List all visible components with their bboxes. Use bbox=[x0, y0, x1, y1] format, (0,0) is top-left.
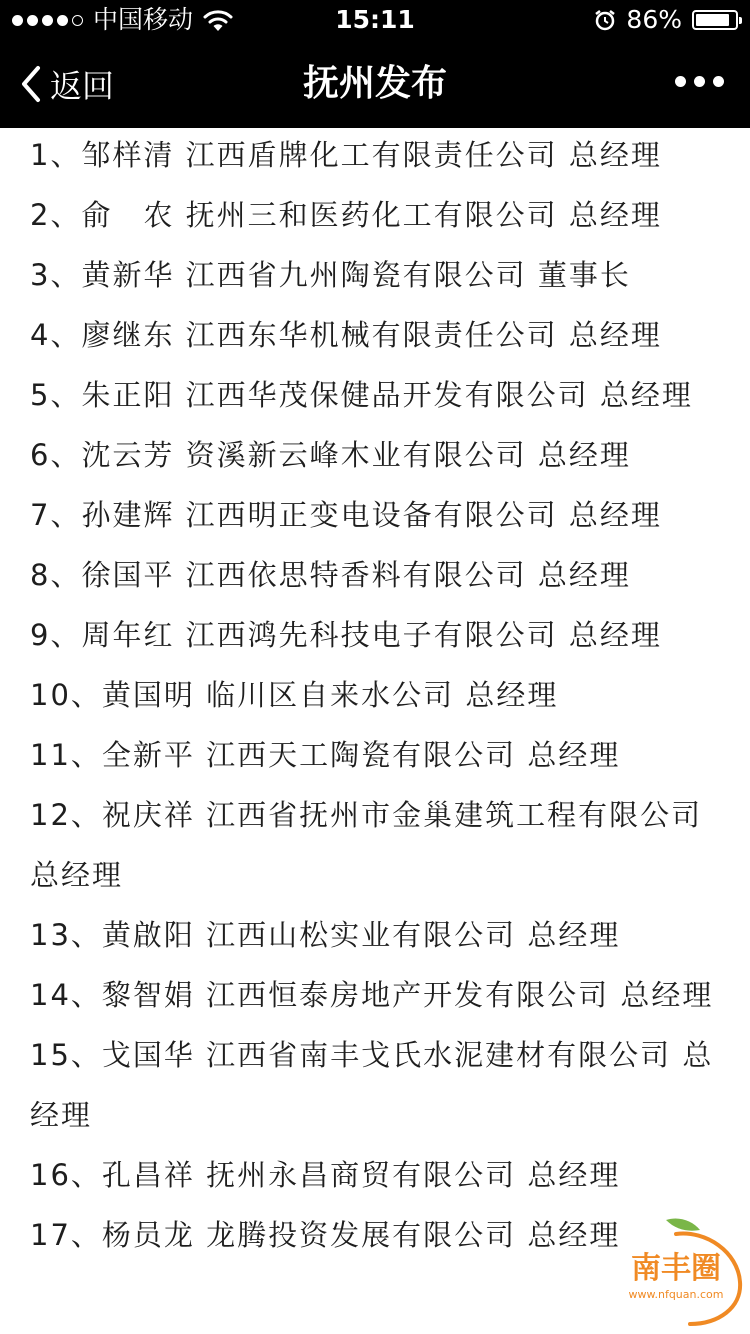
alarm-icon bbox=[594, 9, 616, 31]
battery-icon bbox=[692, 10, 738, 30]
chevron-left-icon bbox=[18, 64, 42, 104]
list-item: 12、祝庆祥 江西省抚州市金巢建筑工程有限公司 总经理 bbox=[30, 798, 703, 892]
list-item: 11、全新平 江西天工陶瓷有限公司 总经理 bbox=[30, 738, 621, 772]
list-item: 14、黎智娟 江西恒泰房地产开发有限公司 总经理 bbox=[30, 978, 714, 1012]
list-item: 15、戈国华 江西省南丰戈氏水泥建材有限公司 总经理 bbox=[30, 1038, 714, 1132]
list-item: 9、周年红 江西鸿先科技电子有限公司 总经理 bbox=[30, 618, 662, 652]
orange-fruit-logo-icon bbox=[606, 1216, 746, 1326]
back-label: 返回 bbox=[50, 67, 115, 105]
list-item: 6、沈云芳 资溪新云峰木业有限公司 总经理 bbox=[30, 438, 631, 472]
list-item: 13、黄啟阳 江西山松实业有限公司 总经理 bbox=[30, 918, 621, 952]
list-item: 4、廖继东 江西东华机械有限责任公司 总经理 bbox=[30, 318, 662, 352]
watermark-site: www.nfquan.com bbox=[628, 1288, 724, 1301]
back-button[interactable] bbox=[18, 40, 114, 128]
list-item: 8、徐国平 江西依思特香料有限公司 总经理 bbox=[30, 558, 631, 592]
list-item: 16、孔昌祥 抚州永昌商贸有限公司 总经理 bbox=[30, 1158, 621, 1192]
list-item: 1、邹样清 江西盾牌化工有限责任公司 总经理 bbox=[30, 138, 662, 172]
list-item: 10、黄国明 临川区自来水公司 总经理 bbox=[30, 678, 559, 712]
article-content bbox=[30, 125, 720, 1265]
watermark-brand: 南丰圈 bbox=[631, 1251, 721, 1286]
list-item: 7、孙建辉 江西明正变电设备有限公司 总经理 bbox=[30, 498, 662, 532]
list-item: 5、朱正阳 江西华茂保健品开发有限公司 总经理 bbox=[30, 378, 693, 412]
battery-percent: 86% bbox=[626, 5, 682, 34]
top-bar bbox=[0, 0, 750, 128]
nav-bar bbox=[0, 40, 750, 128]
status-time: 15:11 bbox=[335, 5, 415, 34]
list-item: 2、俞 农 抚州三和医药化工有限公司 总经理 bbox=[30, 198, 662, 232]
more-dots-icon[interactable] bbox=[675, 76, 724, 87]
list-item: 17、杨员龙 龙腾投资发展有限公司 总经理 bbox=[30, 1218, 621, 1252]
page-title: 抚州发布 bbox=[302, 63, 447, 104]
list-item: 3、黄新华 江西省九州陶瓷有限公司 董事长 bbox=[30, 258, 631, 292]
carrier-label: 中国移动 bbox=[93, 5, 194, 34]
status-bar bbox=[0, 0, 750, 40]
